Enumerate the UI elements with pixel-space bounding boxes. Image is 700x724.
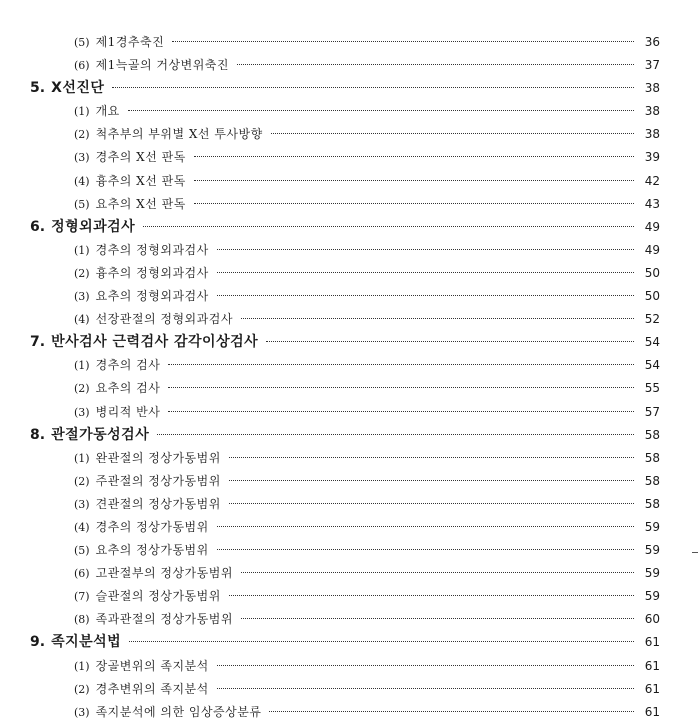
entry-number: (3) <box>74 405 90 419</box>
entry-number: (2) <box>74 474 90 488</box>
toc-entry <box>30 701 660 724</box>
toc-entry <box>30 193 660 216</box>
section-number: 5. <box>30 80 46 97</box>
page-number: 39 <box>644 150 660 165</box>
section-number: 8. <box>30 426 46 443</box>
entry-title: 경추변위의 족지분석 <box>95 681 209 696</box>
toc-entry <box>30 146 660 169</box>
toc-entry <box>30 285 660 308</box>
entry-number: (8) <box>74 613 90 627</box>
table-of-contents <box>30 31 660 724</box>
page-number: 61 <box>644 658 660 673</box>
page-number: 55 <box>644 381 660 396</box>
dot-leader <box>172 41 634 42</box>
page-number: 60 <box>644 612 660 627</box>
dot-leader <box>229 595 634 596</box>
page-number: 38 <box>644 104 660 119</box>
entry-title: 요추의 검사 <box>95 381 161 396</box>
section-number: 6. <box>30 218 46 235</box>
dot-leader <box>271 133 634 134</box>
dot-leader <box>217 688 634 689</box>
entry-title: 경추의 X선 판독 <box>95 150 186 165</box>
page-number: 59 <box>644 543 660 558</box>
entry-number: (2) <box>74 128 90 142</box>
page-number: 49 <box>644 219 660 234</box>
page-number: 52 <box>644 312 660 327</box>
entry-number: (5) <box>74 36 90 49</box>
toc-entry <box>30 493 660 516</box>
entry-number: (1) <box>74 451 90 465</box>
entry-title: 경추의 정형외과검사 <box>95 242 209 257</box>
toc-entry <box>30 354 660 377</box>
page-number: 58 <box>644 473 660 488</box>
entry-number: (6) <box>74 567 90 581</box>
entry-title: 제1늑골의 거상변위축진 <box>95 58 229 73</box>
entry-number: (2) <box>74 682 90 696</box>
page-number: 59 <box>644 519 660 534</box>
toc-entry <box>30 308 660 331</box>
toc-entry <box>30 377 660 400</box>
toc-section-heading <box>30 77 660 100</box>
entry-title: 족지분석에 의한 임상증상분류 <box>95 704 262 719</box>
entry-number: (3) <box>74 705 90 719</box>
entry-title: 슬관절의 정상가동범위 <box>95 589 221 604</box>
dot-leader <box>229 457 634 458</box>
toc-entry <box>30 31 660 54</box>
page-number: 58 <box>644 450 660 465</box>
page-number: 54 <box>644 358 660 373</box>
toc-entry <box>30 562 660 585</box>
dot-leader <box>237 64 634 65</box>
dot-leader <box>157 434 634 435</box>
entry-number: (4) <box>74 313 90 327</box>
entry-number: (7) <box>74 590 90 604</box>
entry-title: 주관절의 정상가동범위 <box>95 473 221 488</box>
entry-title: 경추의 검사 <box>95 358 161 373</box>
entry-title: 흉추의 X선 판독 <box>95 173 186 188</box>
dot-leader <box>241 318 634 319</box>
entry-title: 요추의 정형외과검사 <box>95 289 209 304</box>
page-number: 37 <box>644 58 660 73</box>
dot-leader <box>229 480 634 481</box>
dot-leader <box>194 203 634 204</box>
entry-title: 제1경추축진 <box>95 35 165 49</box>
dot-leader <box>241 572 634 573</box>
toc-entry <box>30 239 660 262</box>
toc-entry <box>30 54 660 77</box>
section-title: 반사검사 근력검사 감각이상검사 <box>51 334 259 351</box>
entry-number: (5) <box>74 197 90 211</box>
dot-leader <box>168 387 634 388</box>
entry-title: 선장관절의 정형외과검사 <box>95 312 233 327</box>
dot-leader <box>194 156 634 157</box>
page-number: 42 <box>644 173 660 188</box>
page-number: 59 <box>644 566 660 581</box>
entry-title: 경추의 정상가동범위 <box>95 519 209 534</box>
page-number: 61 <box>644 635 660 650</box>
section-number: 9. <box>30 634 46 651</box>
toc-entry <box>30 608 660 631</box>
entry-title: 요추의 X선 판독 <box>95 196 186 211</box>
page-number: 50 <box>644 289 660 304</box>
section-title: 정형외과검사 <box>51 218 136 235</box>
entry-title: 흉추의 정형외과검사 <box>95 265 209 280</box>
dot-leader <box>217 272 634 273</box>
dot-leader <box>266 341 634 342</box>
toc-entry <box>30 401 660 424</box>
entry-title: 요추의 정상가동범위 <box>95 543 209 558</box>
entry-title: 척추부의 부위별 X선 투사방향 <box>95 127 263 142</box>
entry-title: 개요 <box>95 104 120 119</box>
toc-section-heading <box>30 216 660 239</box>
toc-section-heading <box>30 331 660 354</box>
entry-title: 견관절의 정상가동범위 <box>95 496 221 511</box>
entry-title: 완관절의 정상가동범위 <box>95 450 221 465</box>
dot-leader <box>168 411 634 412</box>
dot-leader <box>241 618 634 619</box>
entry-number: (1) <box>74 359 90 373</box>
entry-number: (4) <box>74 520 90 534</box>
dot-leader <box>168 364 634 365</box>
page-number: 49 <box>644 242 660 257</box>
section-title: 관절가동성검사 <box>51 426 150 443</box>
entry-number: (3) <box>74 497 90 511</box>
page-number: 57 <box>644 404 660 419</box>
page-number: 61 <box>644 704 660 719</box>
section-title: X선진단 <box>51 80 105 97</box>
dot-leader <box>269 711 634 712</box>
toc-entry <box>30 447 660 470</box>
toc-entry <box>30 100 660 123</box>
page-number: 38 <box>644 81 660 96</box>
entry-number: (2) <box>74 382 90 396</box>
toc-entry <box>30 170 660 193</box>
entry-number: (3) <box>74 151 90 165</box>
page-number: 58 <box>644 427 660 442</box>
toc-entry <box>30 655 660 678</box>
dot-leader <box>229 503 634 504</box>
section-title: 족지분석법 <box>51 634 122 651</box>
toc-entry <box>30 470 660 493</box>
dot-leader <box>217 249 634 250</box>
toc-entry <box>30 678 660 701</box>
dot-leader <box>129 641 634 642</box>
entry-number: (1) <box>74 659 90 673</box>
page-number: 54 <box>644 335 660 350</box>
page-number: 36 <box>644 35 660 49</box>
page-number: 50 <box>644 265 660 280</box>
dot-leader <box>217 295 634 296</box>
toc-entry <box>30 585 660 608</box>
dot-leader <box>128 110 634 111</box>
dot-leader <box>217 549 634 550</box>
dot-leader <box>143 226 634 227</box>
entry-number: (5) <box>74 544 90 558</box>
dot-leader <box>194 180 634 181</box>
toc-entry <box>30 516 660 539</box>
toc-entry <box>30 539 660 562</box>
entry-title: 장골변위의 족지분석 <box>95 658 209 673</box>
entry-title: 고관절부의 정상가동범위 <box>95 566 233 581</box>
entry-number: (2) <box>74 266 90 280</box>
page-number: 58 <box>644 496 660 511</box>
entry-title: 족과관절의 정상가동범위 <box>95 612 233 627</box>
toc-entry <box>30 262 660 285</box>
dot-leader <box>112 87 634 88</box>
page-number: 43 <box>644 196 660 211</box>
section-number: 7. <box>30 334 46 351</box>
page-number: 38 <box>644 127 660 142</box>
entry-number: (3) <box>74 290 90 304</box>
toc-section-heading <box>30 424 660 447</box>
entry-number: (1) <box>74 243 90 257</box>
toc-section-heading <box>30 631 660 654</box>
page-number: 61 <box>644 681 660 696</box>
toc-entry <box>30 123 660 146</box>
entry-title: 병리적 반사 <box>95 404 161 419</box>
dot-leader <box>217 526 634 527</box>
dot-leader <box>217 665 634 666</box>
page-number: 59 <box>644 589 660 604</box>
entry-number: (1) <box>74 105 90 119</box>
entry-number: (6) <box>74 59 90 73</box>
entry-number: (4) <box>74 174 90 188</box>
scan-mark <box>692 552 698 553</box>
